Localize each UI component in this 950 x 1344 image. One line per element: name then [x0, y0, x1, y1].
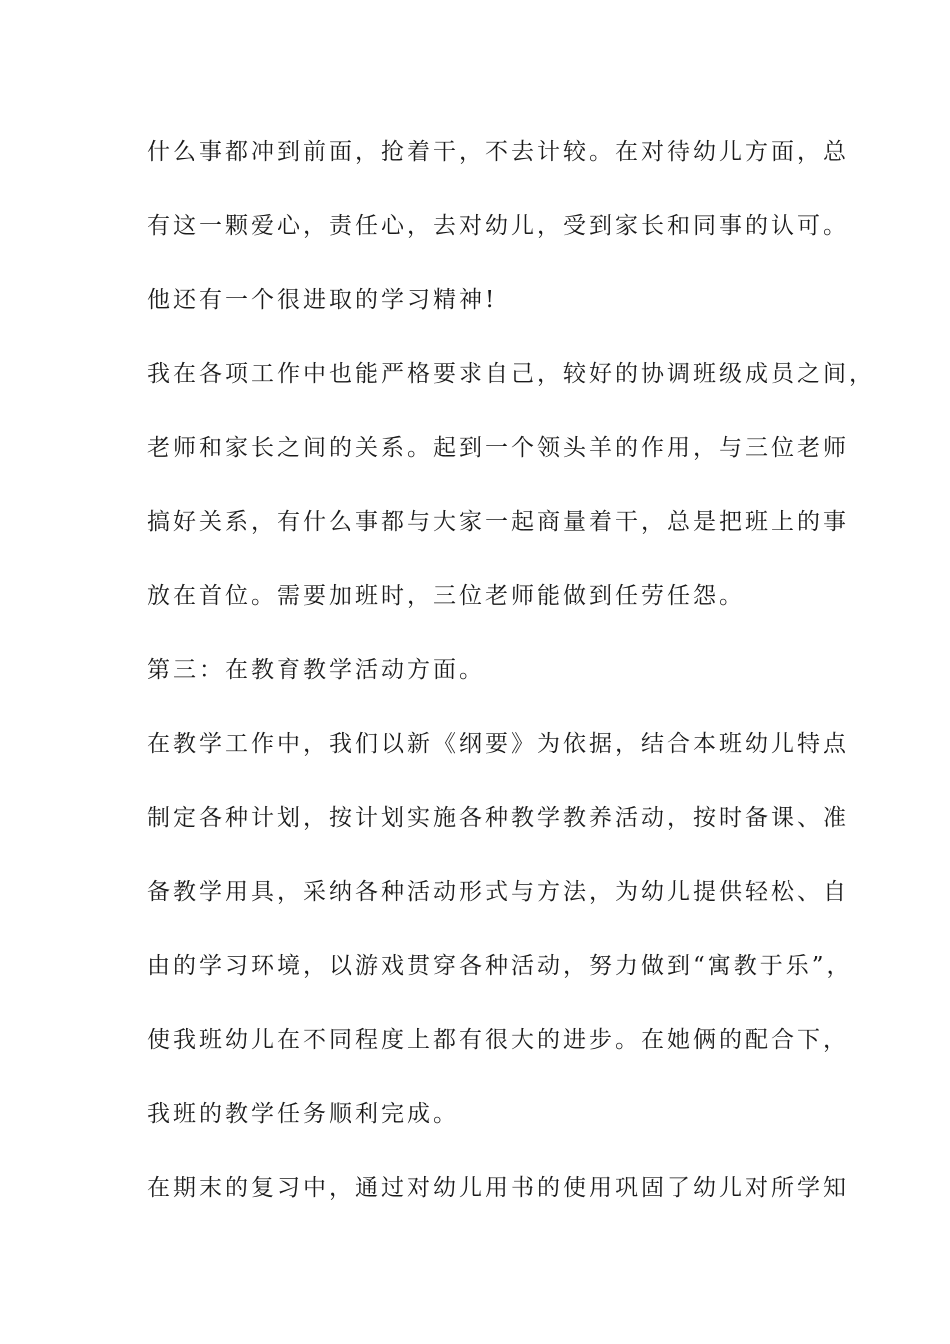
text-line: 我班的教学任务顺利完成。 [147, 1101, 459, 1127]
text-line: 在教学工作中，我们以新《纲要》为依据，结合本班幼儿特点 [147, 731, 849, 757]
text-line: 制定各种计划，按计划实施各种教学教养活动，按时备课、准 [147, 805, 849, 831]
text-line: 搞好关系，有什么事都与大家一起商量着干，总是把班上的事 [147, 509, 849, 535]
document-body [147, 128, 875, 1238]
text-line: 什么事都冲到前面，抢着干，不去计较。在对待幼儿方面，总 [147, 139, 849, 165]
text-line: 备教学用具，采纳各种活动形式与方法，为幼儿提供轻松、自 [147, 879, 849, 905]
text-line: 有这一颗爱心，责任心，去对幼儿，受到家长和同事的认可。 [147, 213, 849, 239]
text-line: 老师和家长之间的关系。起到一个领头羊的作用，与三位老师 [147, 435, 849, 461]
text-line: 他还有一个很进取的学习精神! [147, 287, 498, 313]
text-line: 在期末的复习中，通过对幼儿用书的使用巩固了幼儿对所学知 [147, 1175, 849, 1201]
text-line: 由的学习环境，以游戏贯穿各种活动，努力做到“寓教于乐”， [147, 953, 853, 979]
text-line: 使我班幼儿在不同程度上都有很大的进步。在她俩的配合下， [147, 1027, 849, 1053]
text-line: 放在首位。需要加班时，三位老师能做到任劳任怨。 [147, 583, 745, 609]
section-heading: 第三：在教育教学活动方面。 [147, 657, 485, 683]
text-line: 我在各项工作中也能严格要求自己，较好的协调班级成员之间， [147, 361, 875, 387]
